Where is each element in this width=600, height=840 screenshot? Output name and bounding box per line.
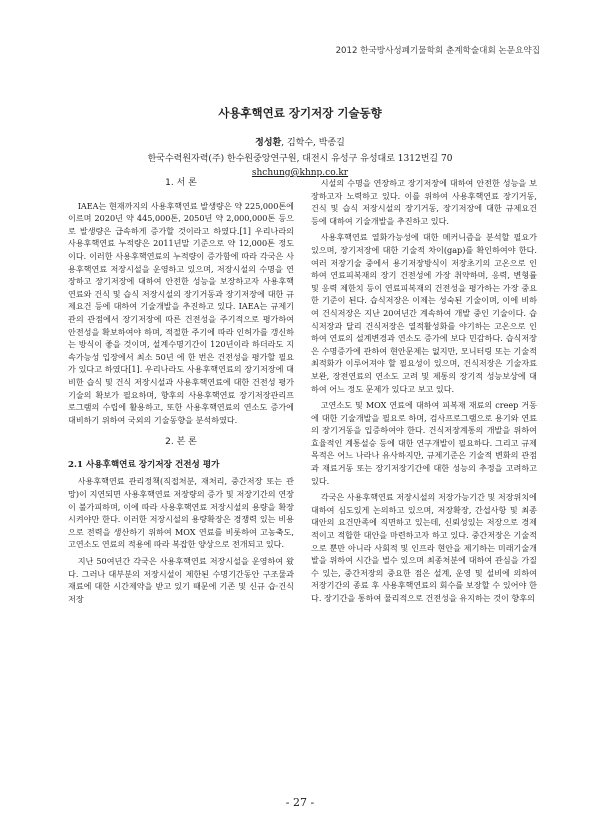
section-title-body: 2. 본 론 [165,437,197,448]
authors [0,135,600,148]
paragraph: 사용후핵연료 관리정책(직접처분, 재처리, 중간저장 또는 관망)이 지연되면 사용후핵연료 저장량의 증가 및 저장기간의 연장이 불가피하며, 이에 따라 사용후핵연료 저장시설의 용량을 확장시켜야만 한다. 이러한 저장시설의 용량확장은 경쟁력 있는 비용으로 전력을 생산하기 위하여 MOX 연료를 비롯하여 고농축도, 고연소도 연료의 적용에 따라 복잡한 양상으로 전개되고 있다. [68,476,294,550]
paragraph: 지난 50여년간 각국은 사용후핵연료 저장시설을 운영하여 왔다. 그러나 대부분의 저장시설이 제한된 수명기간동안 구조물과 재료에 대한 시간제약을 받고 있기 때문에 기존 및 신규 습·건식 저장 [68,556,294,604]
co-authors: , 김학수, 박종길 [281,138,345,148]
right-column [311,177,537,609]
paragraph: 시설의 수명을 연장하고 장기저장에 대하여 안전한 성능을 보장하고자 노력하고 있다. 이를 위하여 사용후핵연료 장기거동, 건식 및 습식 저장시설의 장기거동, 장기저장에 대한 규제요건 등에 대하여 기술개발을 추진하고 있다. [311,178,537,226]
paper-title: 사용후핵연료 장기저장 기술동향 [218,106,382,120]
section-title-introduction: 1. 서 론 [165,178,197,188]
paragraph: 고연소도 및 MOX 연료에 대하여 피복재 재료의 creep 거동에 대한 기술개발을 필요로 하며, 검사프로그램으로 용기와 연료의 장기거동을 입증하여야 한다. 건식저장계통의 개발을 위하여 효율적인 계통설승 등에 대한 연구개발이 필요하다. 그리고 규제목적은 어느 나라나 유사하지만, 규제기준은 기술적 변화의 관점과 재료거동 또는 장기저장기간에 대한 성능의 추정을 고려하고 있다. [311,400,537,486]
paragraph: 사용후핵연료 열화가능성에 대한 메커니즘을 분석할 필요가 있으며, 장기저장에 대한 기술적 차이(gap)를 확인하여야 한다. 여러 저장기술 중에서 용기저장방식이 저장초기의 고온으로 인하여 연료피복재의 장기 건전성에 가장 취약하며, 응력, 변형률 및 응력 제한치 등이 연료피복재의 건전성을 평가하는 가장 중요한 기준이 된다. 습식저장은 이제는 성숙된 기술이며, 이에 비하여 건식저장은 지난 20여년간 계속하여 개발 중인 기술이다. 습식저장과 달리 건식저장은 열적활성화를 야기하는 고온으로 인하여 연료의 설계변경과 연소도 증가에 보다 민감하다. 습식저장은 수명증가에 관하여 현안문제는 없지만, 모니터링 또는 기술적 최적화가 이루어져야 할 필요성이 있으며, 건식저장은 기술자료 보완, 장전연료의 연소도 고려 및 제통의 장기적 성능보상에 대하여 어느 정도 문제가 있다고 보고 있다. [311,232,537,394]
page-number: - 27 - [285,796,315,809]
affiliation: 한국수력원자력(주) 한수원중앙연구원, 대전시 유성구 유성대로 1312번길 70 [147,154,453,164]
journal-header: 2012 한국방사성폐기물학회 춘계학술대회 논문요약집 [335,46,540,56]
email-link[interactable]: shchung@khnp.co.kr [251,168,349,178]
subsection-title: 2.1 사용후핵연료 장기저장 건전성 평가 [68,459,220,470]
left-column [68,177,294,609]
paragraph: IAEA는 현재까지의 사용후핵연료 발생량은 약 225,000톤에 이르며 2020년 약 445,000톤, 2050년 약 2,000,000톤 등으로 발생량은 급속하게 증가할 것이라고 하였다.[1] 우리나라의 사용후핵연료 누적량은 2011년말 기준으로 약 12,000톤 정도이다. 이러한 사용후핵연료의 누적량이 증가함에 따라 각국은 사용후핵연료 저장시설을 운영하고 있으며, 저장시설의 수명을 연장하고 장기저장에 대하여 안전한 성능을 보장하고자 사용후핵연료와 건식 및 습식 저장시설의 장기거동과 장기저장에 대한 규제요건 등에 대하여 기술개발을 추진하고 있다. IAEA는 규제기관의 관점에서 장기저장에 따른 건전성을 주기적으로 평가하여 안전성을 확보하여야 하며, 적절한 주기에 따라 인허가를 갱신하는 방식이 좋을 것이며, 설계수명기간이 120년이라 하더라도 지속가능성 입장에서 최소 50년 에 한 번은 건전성을 평가할 필요가 있다고 하였다[1]. 우리나라도 사용후핵연료의 장기저장에 대비한 습식 및 건식 저장시설과 사용후핵연료에 대한 건전성 평가기술의 확보가 필요하며, 향후의 사용후핵연료 장기저장관리프로그램의 수립에 활용하고, 또한 사용후핵연료의 연소도 증가에 대비하기 위하여 국외의 기술동향을 분석하였다. [68,200,294,425]
lead-author: 정성환 [255,138,282,148]
paragraph: 각국은 사용후핵연료 저장시설의 저장가능기간 및 저장위치에 대하여 심도있게 논의하고 있으며, 저장확장, 간섭사항 및 최종대안의 요건만족에 직면하고 있는데, 신뢰성있는 저장으로 경제적이고 적합한 대안을 마련하고자 하고 있다. 중간저장은 기술적으로 뿐만 아니라 사회적 및 인프라 현안을 제기하는 미래기술개발을 위하여 시간을 벌수 있으며 최종처분에 대하여 관심을 가질 수 있는, 중간저장의 중요한 점은 설계, 운영 및 설비에 의하여 저장기간의 종료 후 사용후핵연료의 회수를 보장할 수 있어야 한다. 장기간을 통하여 물리적으로 건전성을 유지하는 것이 향후의 [311,492,537,603]
